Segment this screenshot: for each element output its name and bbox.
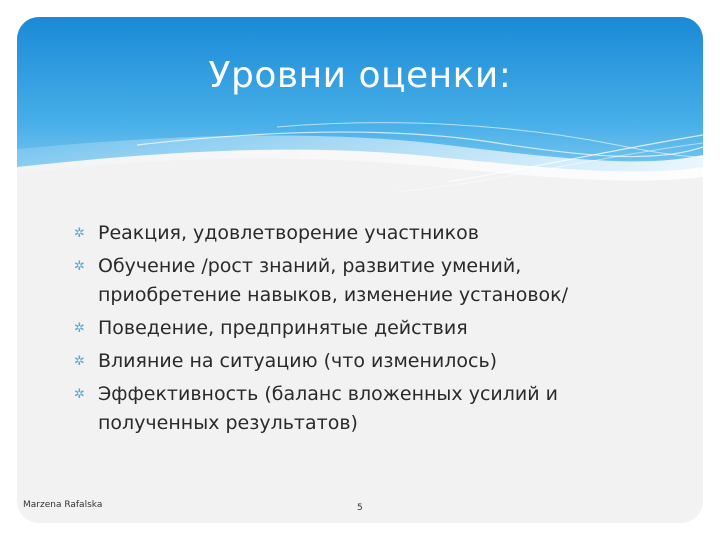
header-wave-band: [17, 17, 703, 207]
list-item: [74, 380, 634, 438]
bullet-text: Обучение /рост знаний, развитие умений, приобретение навыков, изменение установок/: [98, 255, 569, 306]
bullet-text: Реакция, удовлетворение участников: [98, 222, 479, 244]
asterisk-bullet-icon: ✲: [74, 321, 85, 336]
bullet-list: [74, 219, 634, 442]
list-item: [74, 252, 634, 310]
list-item: [74, 314, 634, 343]
slide: [17, 17, 703, 523]
bullet-text: Эффективность (баланс вложенных усилий и полученных результатов): [98, 383, 558, 434]
slide-title: Уровни оценки:: [208, 55, 512, 96]
bullet-text: Поведение, предпринятые действия: [98, 317, 468, 339]
footer-author: Marzena Rafalska: [23, 500, 103, 510]
page-number: 5: [357, 503, 363, 513]
asterisk-bullet-icon: ✲: [74, 226, 85, 241]
asterisk-bullet-icon: ✲: [74, 387, 85, 402]
asterisk-bullet-icon: ✲: [74, 259, 85, 274]
asterisk-bullet-icon: ✲: [74, 354, 85, 369]
bullet-text: Влияние на ситуацию (что изменилось): [98, 350, 498, 372]
header-wave-graphic: [17, 17, 703, 207]
list-item: [74, 219, 634, 248]
list-item: [74, 347, 634, 376]
